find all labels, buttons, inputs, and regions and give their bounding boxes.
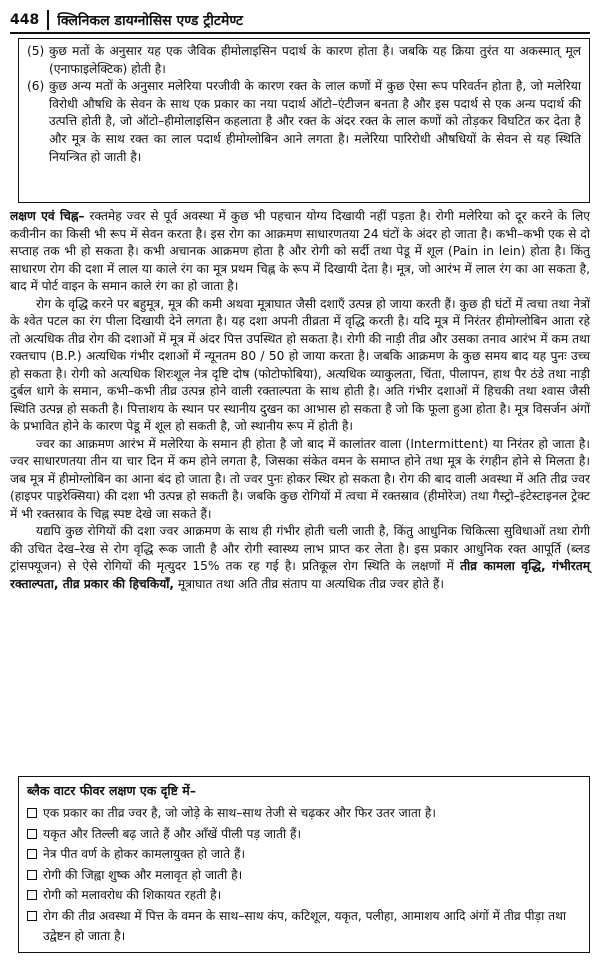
summary-item-text: यकृत और तिल्ली बढ़ जाते हैं और आँखें पीली पड़ जाती हैं। — [43, 826, 302, 841]
checkbox-bullet-icon — [27, 870, 37, 880]
section-heading: लक्षण एवं चिह्न– — [10, 209, 85, 223]
checkbox-bullet-icon — [27, 911, 37, 921]
bold-text: तीव्र कामला वृद्धि, गंभीरतम् रक्ताल्पता, तीव्र प्रकार की हिचकियाँ, — [10, 559, 590, 591]
book-title: क्लिनिकल डायग्नोसिस एण्ड ट्रीटमेण्ट — [57, 12, 243, 29]
summary-item — [27, 824, 581, 845]
note-number: (6) — [27, 79, 45, 94]
paragraph-text: मूत्राघात तथा अति तीव्र संताप या अत्यधिक तीव्र ज्वर होते हैं। — [174, 576, 445, 591]
summary-item — [27, 906, 581, 947]
note-item — [27, 78, 581, 166]
note-text: कुछ मतों के अनुसार यह एक जैविक हीमोलाइसिन पदार्थ के कारण होता है। जबकि यह क्रिया तुरंत या अकस्मात् मूल (एनाफाइलेक्टिक) होती है। — [49, 44, 581, 76]
summary-title: ब्लैक वाटर फीवर लक्षण एक दृष्टि में– — [27, 783, 196, 798]
summary-item — [27, 885, 581, 906]
summary-item-text: रोगी की जिह्वा शुष्क और मलावृत हो जाती है। — [43, 867, 243, 882]
summary-item-text: नेत्र पीत वर्ण के होकर कामलायुक्त हो जाते हैं। — [43, 847, 246, 861]
notes-box — [18, 38, 590, 203]
summary-item-text: एक प्रकार का तीव्र ज्वर है, जो जोड़े के साथ–साथ तेजी से चढ़कर और फिर उतर जाता है। — [43, 806, 436, 820]
checkbox-bullet-icon — [27, 890, 37, 900]
paragraph: रोग के वृद्धि करने पर बहुमूत्र, मूत्र की कमी अथवा मूत्राघात जैसी दशाएँ उत्पन्न हो जाया करती हैं। कुछ ही घंटों में त्वचा तथा नेत्रों के श्वेत पटल का रंग पीला दिखायी देने लगता है। यह दशा अपनी तीव्रता में वृद्धि करती है। यदि मूत्र में निरंतर हीमोग्लोबिन आता रहे तो अत्यधिक तीव्र रोग की दशाओं में मूत्र में अंदर पित्त उपस्थित हो सकता है। रोगी की नाड़ी तीव्र और उसका तनाव आरंभ में कम तथा रक्तचाप (B.P.) अत्यधिक गंभीर दशाओं में न्यूनतम 80 / 50 हो जाया करता है। जबकि आक्रमण के कुछ समय बाद यह पुनः उच्च हो सकता है। रोगी को अत्यधिक शिरःशूल नेत्र दृष्टि दोष (फोटोफोबिया), अत्यधिक व्याकुलता, चिंता, पीलापन, हाथ पैर ठंडे तथा नाड़ी दुर्बल धागे के समान, कभी–कभी तीव्र उत्पन्न होने वाली रक्ताल्पता के साथ होती है। अति गंभीर दशाओं में हिचकी तथा श्वास जैसी स्थिति उत्पन्न हो सकती है। पित्ताशय के स्थान पर स्थानीय दुखन का आभास हो सकता है जो कि फूला हुआ होता है। मूत्र विसर्जन अंगों के प्रभावित होने के कारण पेडू में शूल हो सकती है, जो स्थानीय रूप में होती है। — [10, 296, 590, 433]
summary-item — [27, 865, 581, 886]
paragraph-symptoms — [10, 208, 590, 296]
summary-item — [27, 844, 581, 865]
page-header — [10, 8, 590, 34]
main-text — [10, 208, 590, 593]
paragraph: ज्वर का आक्रमण आरंभ में मलेरिया के समान ही होता है जो बाद में कालांतर वाला (Intermittent) या निरंतर हो जाता है। ज्वर साधारणतया तीन या चार दिन में कम होने लगता है, जिसका संकेत वमन के समाप्त होने तथा मूत्र के रंगहीन होने से मिलता है। जब मूत्र में हीमोग्लोबिन का आना बंद हो जाता है। तो ज्वर पुनः होकर स्थिर हो सकता है। रोग की बाद वाली अवस्था में अति तीव्र ज्वर (हाइपर पाइरेक्सिया) की दशा भी उत्पन्न हो सकती है। जबकि कुछ रोगियों में त्वचा में रक्तस्राव (हीमोरेज) तथा गैस्ट्रो–इंटेस्टाइनल ट्रेक्ट में भी रक्तस्राव के चिह्न स्पष्ट देखे जा सकते हैं। — [10, 436, 590, 521]
paragraph-prognosis — [10, 523, 590, 593]
summary-item — [27, 803, 581, 824]
summary-item-text: रोग की तीव्र अवस्था में पित्त के वमन के साथ–साथ कंप, कटिशूल, यकृत, पलीहा, आमाशय आदि अंगों में तीव्र पीड़ा तथा उद्वेष्टन हो जाता है। — [43, 908, 567, 943]
page-number: 448 — [10, 10, 49, 30]
checkbox-bullet-icon — [27, 808, 37, 818]
paragraph-text: रक्तमेह ज्वर से पूर्व अवस्था में कुछ भी पहचान योग्य दिखायी नहीं पड़ता है। रोगी मलेरिया को दूर करने के लिए कवीनीन का किसी भी रूप में सेवन करता है। इस रोग का आक्रमण साधारणतया 24 घंटों के अंदर हो जाता है। कभी–कभी एक से दो सप्ताह तक भी हो सकता है। कभी अचानक आक्रमण होता है और रोगी को सर्दी तथा पेडू में शूल (Pain in lein) होता है। किंतु साधारण रोग की दशा में लाल या काले रंग का मूत्र प्रथम चिह्न के रूप में दिखायी देता है। मूत्र, जो आरंभ में लाल रंग का आ सकता है, बाद में पोर्ट वाइन के समान काले रंग का हो जाता है। — [10, 209, 590, 293]
checkbox-bullet-icon — [27, 849, 37, 859]
summary-box — [18, 776, 590, 953]
note-text: कुछ अन्य मतों के अनुसार मलेरिया परजीवी के कारण रक्त के लाल कणों में कुछ ऐसा रूप परिवर्तन होता है, जो मलेरिया विरोधी औषधि के सेवन के साथ एक प्रकार का नया पदार्थ ऑटो–एंटीजन बनता है और इस पदार्थ से एक अन्य पदार्थ की उत्पत्ति होती है, जो ऑटो–हीमोलाइसिन कहलाता है और रक्त के अंदर रक्त के लाल कणों को तोड़कर विघटित कर देता है और मूत्र के साथ रक्त का लाल पदार्थ हीमोग्लोबिन आने लगता है। मलेरिया पारिरोधी औषधियों के सेवन से यह स्थिति नियन्त्रित हो जाती है। — [49, 79, 581, 164]
note-item — [27, 43, 581, 78]
paragraph-text: यद्यपि कुछ रोगियों की दशा ज्वर आक्रमण के साथ ही गंभीर होती चली जाती है, किंतु आधुनिक चिकित्सा सुविधाओं तथा रोगी की उचित देख–रेख से रोग वृद्धि रूक जाती है और रोगी स्वास्थ्य लाभ प्राप्त कर लेता है। इस प्रकार आधुनिक रक्त आपूर्ति (ब्लड ट्रांसफ्यूजन) से ऐसे रोगियों की मृत्युदर 15% तक रह गई है। प्रतिकूल रोग स्थिति के लक्षणों में — [10, 524, 590, 573]
note-number: (5) — [27, 44, 45, 58]
checkbox-bullet-icon — [27, 829, 37, 839]
summary-item-text: रोगी को मलावरोध की शिकायत रहती है। — [43, 888, 222, 902]
